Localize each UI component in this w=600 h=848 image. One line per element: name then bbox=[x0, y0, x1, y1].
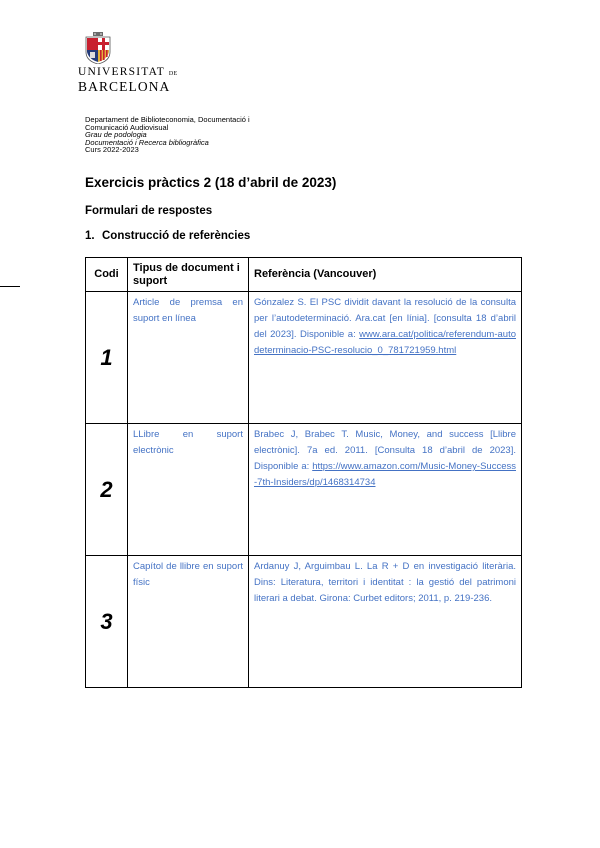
margin-line bbox=[0, 286, 20, 287]
table-header-row bbox=[86, 258, 522, 292]
reference-link[interactable]: www.ara.cat/politica/referendum-autodeterminacio-PSC-resolucio_0_781721959.html bbox=[254, 329, 516, 356]
table-row bbox=[86, 556, 522, 688]
section-title: Construcció de referències bbox=[102, 230, 251, 242]
section-heading bbox=[85, 230, 250, 242]
academic-year: Curs 2022-2023 bbox=[85, 145, 139, 154]
reference-text: Brabec J, Brabec T. Music, Money, and success [Llibre electrònic]. 7a ed. 2011. [Consulta 18 d’abril de 2023]. Disponible a: bbox=[254, 429, 516, 472]
header-referencia: Referència (Vancouver) bbox=[249, 258, 522, 292]
row-document-type: Capítol de llibre en suport físic bbox=[128, 556, 249, 688]
reference-text: Gónzalez S. El PSC dividit davant la resolució de la consulta per l’autodeterminació. Ara.cat [en línia]. [consulta 18 d’abril del 2023]. Disponible a: bbox=[254, 297, 516, 340]
university-name-line2: BARCELONA bbox=[78, 79, 171, 94]
header-codi: Codi bbox=[86, 258, 128, 292]
row-reference bbox=[249, 556, 522, 688]
reference-text: Ardanuy J, Arguimbau L. La R + D en investigació literària. Dins: Literatura, territori i identitat : la gestió del patrimoni literari a debat. Girona: Curbet editors; 2011, p. 219-236. bbox=[254, 561, 516, 604]
row-document-type: LLibre en suport electrònic bbox=[128, 424, 249, 556]
row-reference bbox=[249, 424, 522, 556]
university-shield-icon bbox=[83, 32, 113, 64]
row-code: 2 bbox=[86, 424, 128, 556]
department-info bbox=[85, 116, 250, 154]
university-logo bbox=[78, 32, 178, 94]
course-name: Grau de podologia bbox=[85, 130, 147, 139]
university-name-line1: UNIVERSITAT DE bbox=[78, 66, 178, 78]
reference-link[interactable]: https://www.amazon.com/Music-Money-Success-7th-Insiders/dp/1468314734 bbox=[254, 461, 516, 488]
table-row bbox=[86, 292, 522, 424]
row-code: 3 bbox=[86, 556, 128, 688]
row-reference bbox=[249, 292, 522, 424]
table-row bbox=[86, 424, 522, 556]
dept-line1: Departament de Biblioteconomia, Documentació i bbox=[85, 115, 250, 124]
document-title: Exercicis pràctics 2 (18 d’abril de 2023) bbox=[85, 175, 337, 190]
references-table bbox=[85, 257, 522, 688]
subject-name: Documentació i Recerca bibliogràfica bbox=[85, 137, 209, 147]
row-document-type: Article de premsa en suport en línea bbox=[128, 292, 249, 424]
section-number: 1. bbox=[85, 230, 95, 242]
document-subtitle: Formulari de respostes bbox=[85, 205, 213, 217]
row-code: 1 bbox=[86, 292, 128, 424]
header-tipus: Tipus de document i suport bbox=[128, 258, 249, 292]
dept-line2: Comunicació Audiovisual bbox=[85, 122, 169, 132]
